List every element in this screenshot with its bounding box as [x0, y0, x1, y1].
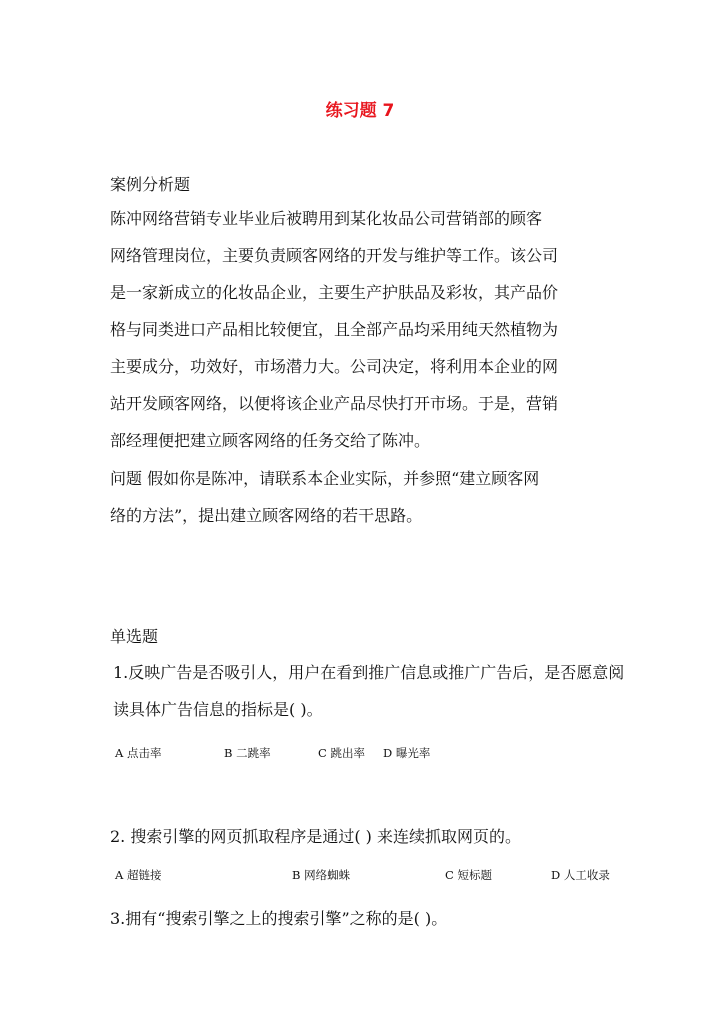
case-line: 陈冲网络营销专业毕业后被聘用到某化妆品公司营销部的顾客	[110, 209, 543, 228]
q2-option-b: B 网络蜘蛛	[292, 868, 351, 882]
case-question-line: 络的方法”，提出建立顾客网络的若干思路。	[110, 506, 423, 525]
q2-option-c: C 短标题	[445, 868, 492, 882]
case-line: 网络管理岗位，主要负责顾客网络的开发与维护等工作。该公司	[110, 246, 559, 265]
case-line: 格与同类进口产品相比较便宜，且全部产品均采用纯天然植物为	[110, 320, 559, 339]
q1-option-c: C 跳出率	[318, 746, 365, 760]
q1-option-d: D 曝光率	[383, 746, 431, 760]
q1-option-a: A 点击率	[115, 746, 162, 760]
question-2-text: 2. 搜索引擎的网页抓取程序是通过( ) 来连续抓取网页的。	[110, 827, 522, 846]
case-line: 主要成分，功效好，市场潜力大。公司决定，将利用本企业的网	[110, 357, 559, 376]
case-analysis-heading: 案例分析题	[110, 175, 191, 194]
q1-option-b: B 二跳率	[224, 746, 271, 760]
case-line: 部经理便把建立顾客网络的任务交给了陈冲。	[110, 431, 431, 450]
case-line: 是一家新成立的化妆品企业，主要生产护肤品及彩妆，其产品价	[110, 283, 559, 302]
question-1-line: 1.反映广告是否吸引人，用户在看到推广信息或推广广告后，是否愿意阅	[113, 663, 625, 682]
page-title: 练习题 7	[325, 101, 395, 121]
q2-option-d: D 人工收录	[551, 868, 610, 882]
question-3-text: 3.拥有“搜索引擎之上的搜索引擎”之称的是( )。	[110, 909, 448, 928]
case-question-line: 问题 假如你是陈冲，请联系本企业实际，并参照“建立顾客网	[110, 469, 540, 488]
question-1-line: 读具体广告信息的指标是( )。	[113, 700, 323, 719]
q2-option-a: A 超链接	[115, 868, 162, 882]
case-line: 站开发顾客网络，以便将该企业产品尽快打开市场。于是，营销	[110, 394, 559, 413]
single-choice-heading: 单选题	[110, 627, 159, 646]
